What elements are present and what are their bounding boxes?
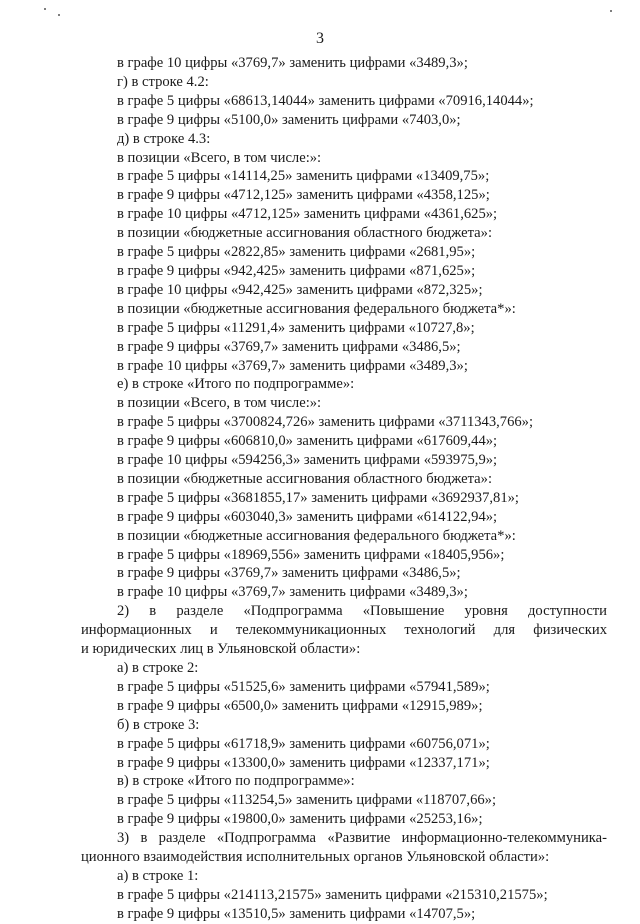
text-line: в графе 5 цифры «61718,9» заменить цифрами «60756,071»; xyxy=(117,735,490,752)
text-line: в графе 5 цифры «68613,14044» заменить цифрами «70916,14044»; xyxy=(117,92,534,109)
text-line: в графе 9 цифры «606810,0» заменить цифрами «617609,44»; xyxy=(117,433,498,450)
text-line: в графе 9 цифры «3769,7» заменить цифрами «3486,5»; xyxy=(117,565,461,582)
text-line: в позиции «Всего, в том числе:»: xyxy=(117,149,322,166)
text-line: в графе 5 цифры «2822,85» заменить цифрами «2681,95»; xyxy=(117,244,476,261)
text-line: е) в строке «Итого по подпрограмме»: xyxy=(117,376,355,393)
text-line: в графе 10 цифры «4712,125» заменить цифрами «4361,625»; xyxy=(117,206,498,223)
text-line: в графе 10 цифры «3769,7» заменить цифрами «3489,3»; xyxy=(117,55,468,71)
text-line: г) в строке 4.2: xyxy=(117,73,209,90)
text-line: в графе 9 цифры «603040,3» заменить цифрами «614122,94»; xyxy=(117,508,498,525)
scan-speck xyxy=(610,10,612,12)
text-line: в графе 9 цифры «13300,0» заменить цифрами «12337,171»; xyxy=(117,754,490,771)
text-line: в позиции «бюджетные ассигнования областного бюджета»: xyxy=(117,470,492,487)
paragraph-line: 2) в разделе «Подпрограмма «Повышение уровня доступности xyxy=(117,603,607,620)
text-line: в графе 5 цифры «51525,6» заменить цифрами «57941,589»; xyxy=(117,678,490,695)
text-line: в позиции «бюджетные ассигнования областного бюджета»: xyxy=(117,225,492,242)
text-line: в позиции «бюджетные ассигнования федерального бюджета*»: xyxy=(117,300,516,317)
text-line: в графе 9 цифры «942,425» заменить цифрами «871,625»; xyxy=(117,262,476,279)
page-number: 3 xyxy=(316,30,324,47)
text-line: в графе 10 цифры «594256,3» заменить цифрами «593975,9»; xyxy=(117,452,498,469)
text-line: в графе 5 цифры «113254,5» заменить цифрами «118707,66»; xyxy=(117,792,497,809)
paragraph-line: ционного взаимодействия исполнительных органов Ульяновской области»: xyxy=(81,849,550,866)
text-line: в графе 10 цифры «3769,7» заменить цифрами «3489,3»; xyxy=(117,357,468,374)
text-line: б) в строке 3: xyxy=(117,716,200,733)
text-line: в графе 9 цифры «6500,0» заменить цифрами «12915,989»; xyxy=(117,697,483,714)
paragraph-line: 3) в разделе «Подпрограмма «Развитие информационно-телекоммуника- xyxy=(117,830,607,847)
text-line: а) в строке 1: xyxy=(117,867,199,884)
text-line: в) в строке «Итого по подпрограмме»: xyxy=(117,773,355,790)
text-line: в графе 5 цифры «14114,25» заменить цифрами «13409,75»; xyxy=(117,168,490,185)
text-line: в графе 5 цифры «18969,556» заменить цифрами «18405,956»; xyxy=(117,546,505,563)
text-line: в графе 5 цифры «3681855,17» заменить цифрами «3692937,81»; xyxy=(117,489,519,506)
text-line: в графе 9 цифры «3769,7» заменить цифрами «3486,5»; xyxy=(117,338,461,355)
scan-speck xyxy=(58,14,60,16)
document-body xyxy=(81,54,607,924)
text-line: а) в строке 2: xyxy=(117,660,199,676)
text-line: в графе 9 цифры «13510,5» заменить цифрами «14707,5»; xyxy=(117,905,476,922)
text-line: в графе 5 цифры «214113,21575» заменить цифрами «215310,21575»; xyxy=(117,886,548,903)
text-line: в позиции «Всего, в том числе:»: xyxy=(117,395,322,412)
text-line: в графе 9 цифры «5100,0» заменить цифрами «7403,0»; xyxy=(117,111,461,128)
text-line: д) в строке 4.3: xyxy=(117,130,211,147)
paragraph-line: информационных и телекоммуникационных технологий для физических xyxy=(81,622,607,639)
text-line: в графе 9 цифры «19800,0» заменить цифрами «25253,16»; xyxy=(117,811,483,828)
text-line: в графе 10 цифры «942,425» заменить цифрами «872,325»; xyxy=(117,281,483,298)
text-line: в позиции «бюджетные ассигнования федерального бюджета*»: xyxy=(117,527,516,544)
text-line: в графе 5 цифры «3700824,726» заменить цифрами «3711343,766»; xyxy=(117,414,534,431)
text-line: в графе 10 цифры «3769,7» заменить цифрами «3489,3»; xyxy=(117,584,468,601)
scan-speck xyxy=(44,8,46,10)
paragraph-line: и юридических лиц в Ульяновской области»: xyxy=(81,641,361,658)
text-line: в графе 9 цифры «4712,125» заменить цифрами «4358,125»; xyxy=(117,187,490,204)
text-line: в графе 5 цифры «11291,4» заменить цифрами «10727,8»; xyxy=(117,319,475,336)
